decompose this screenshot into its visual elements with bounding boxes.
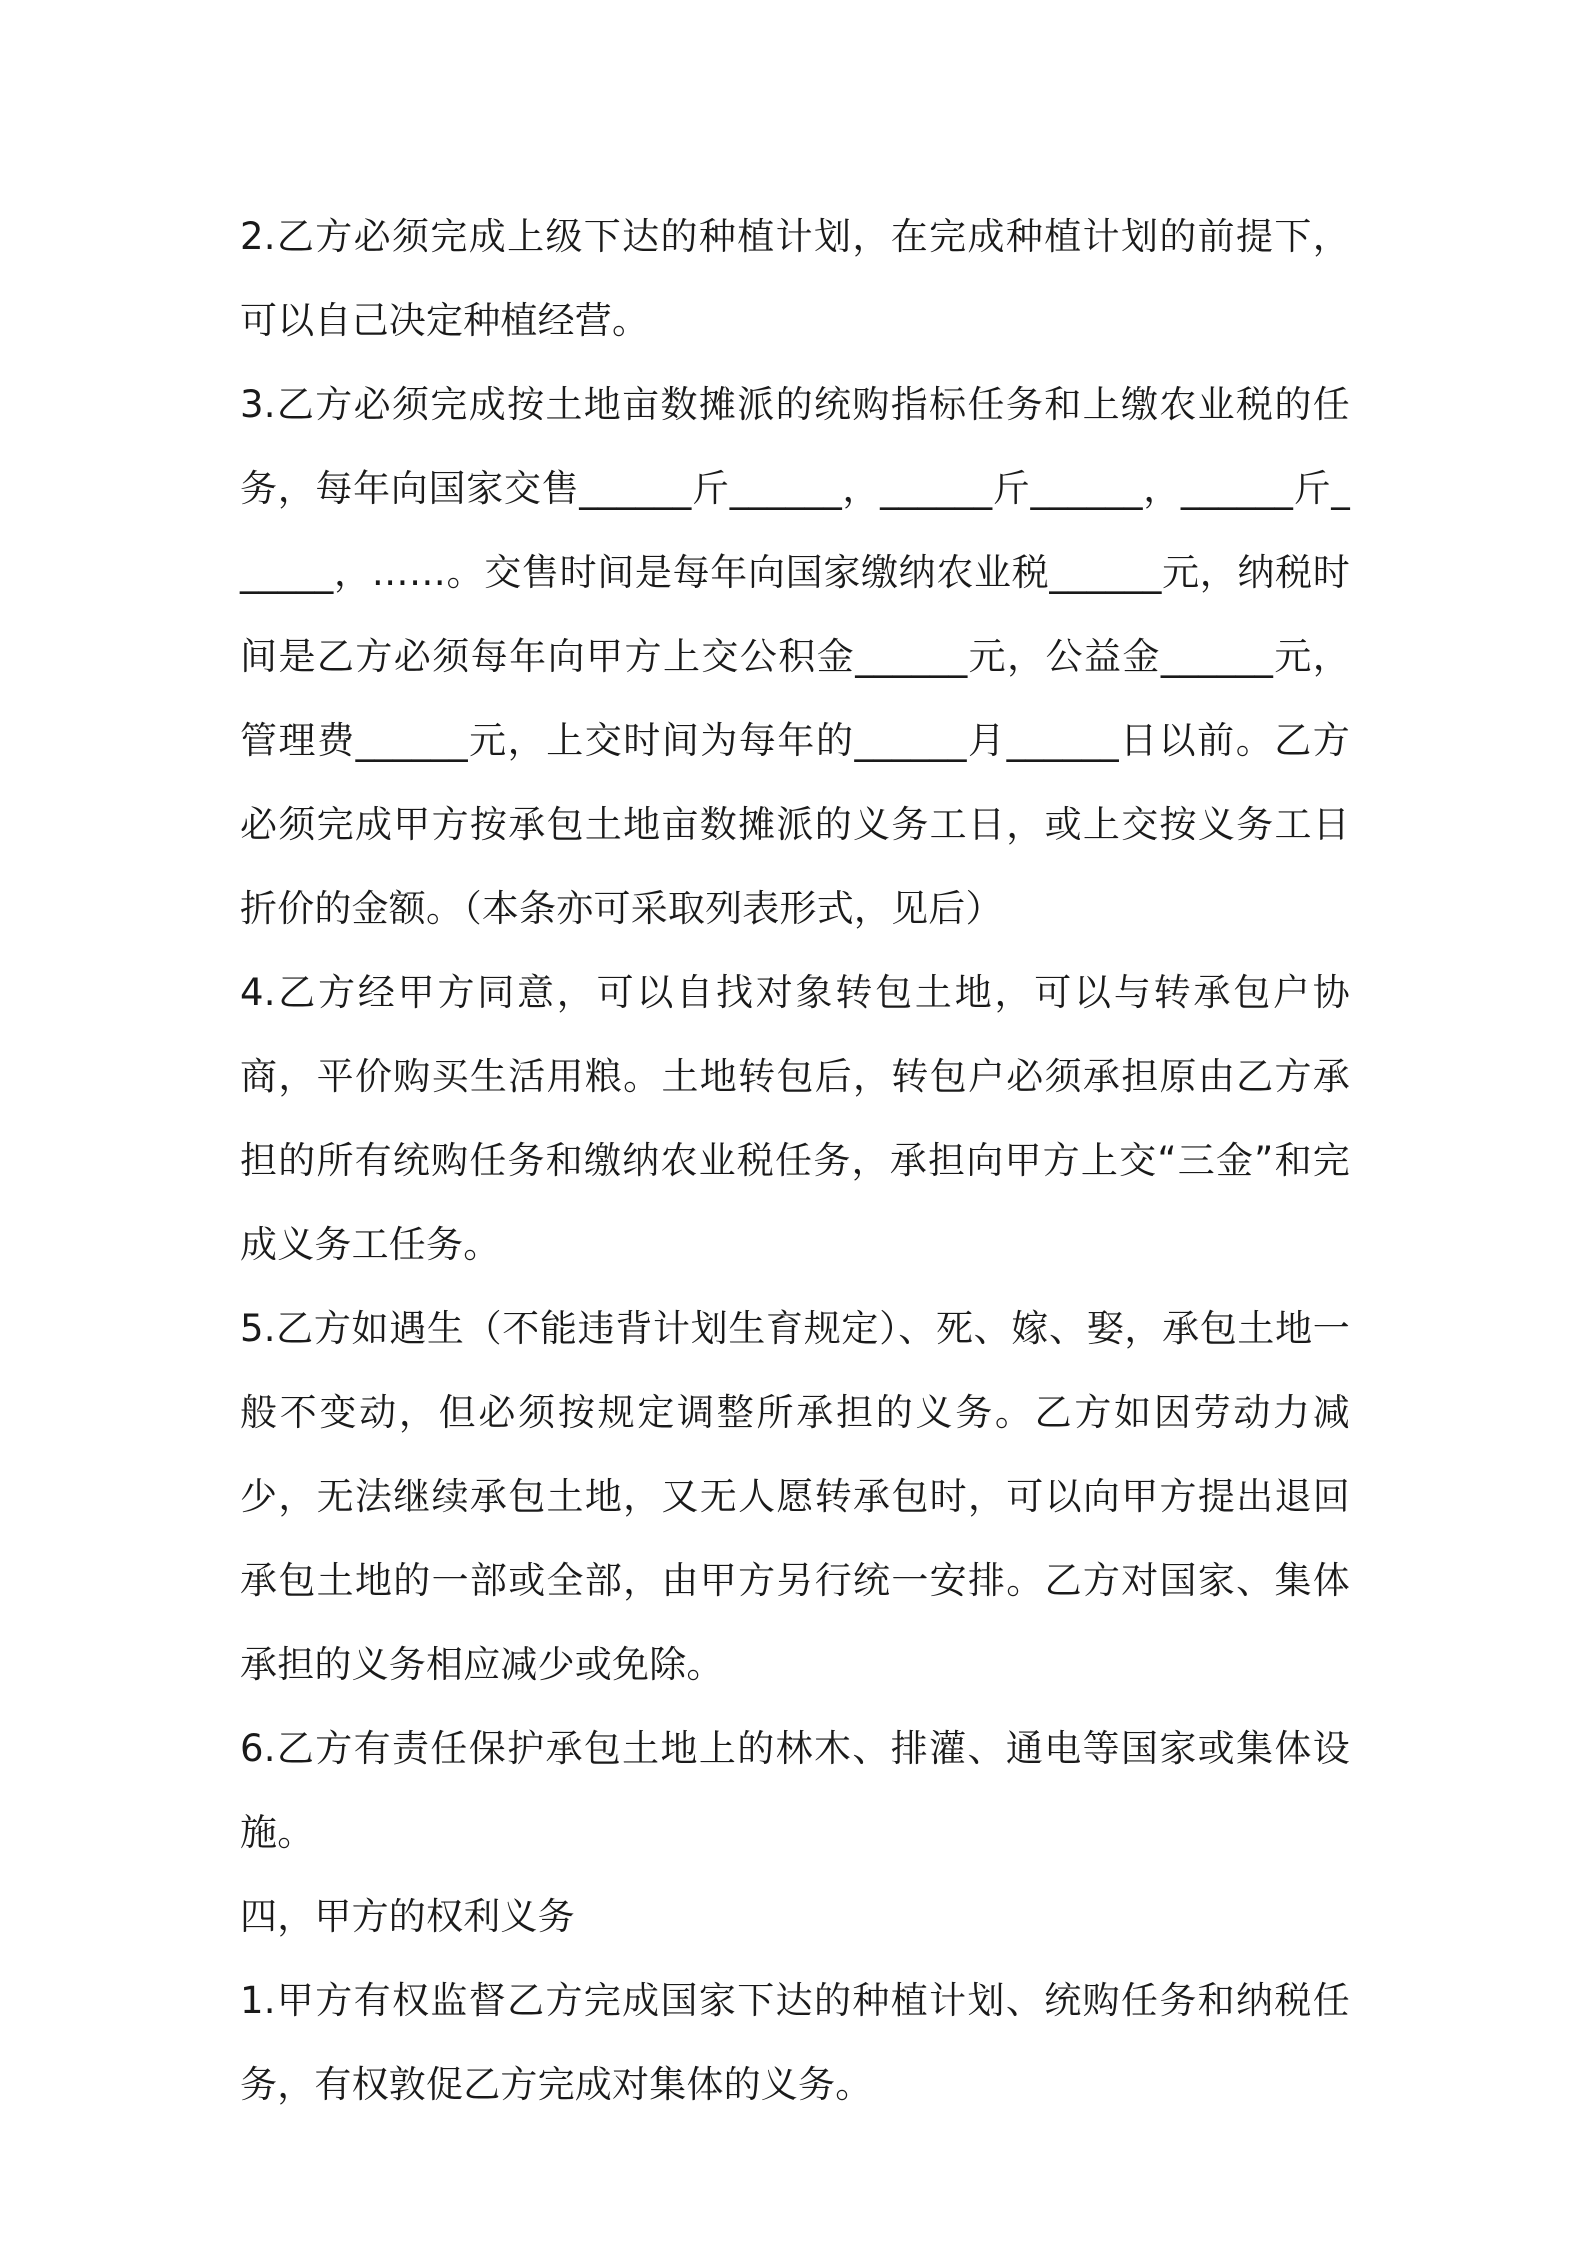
clause-5-household-changes: 5.乙方如遇生（不能违背计划生育规定）、死、嫁、娶，承包土地一般不变动，但必须按规定调整所承担的义务。乙方如因劳动力减少，无法继续承包土地，又无人愿转承包时，可以向甲方提出退回承包土地的一部或全部，由甲方另行统一安排。乙方对国家、集体承担的义务相应减少或免除。 [240, 1307, 1350, 1686]
clause-6-facility-protection: 6.乙方有责任保护承包土地上的林木、排灌、通电等国家或集体设施。 [240, 1727, 1350, 1854]
section-heading-party-a-rights: 四，甲方的权利义务 [240, 1895, 575, 1938]
clause-2-planting-plan: 2.乙方必须完成上级下达的种植计划，在完成种植计划的前提下，可以自己决定种植经营。 [240, 215, 1350, 342]
document-body [240, 195, 1350, 2127]
party-a-clause-1-supervision: 1.甲方有权监督乙方完成国家下达的种植计划、统购任务和纳税任务，有权敦促乙方完成对集体的义务。 [240, 1979, 1350, 2106]
clause-3-purchase-tax-obligations: 3.乙方必须完成按土地亩数摊派的统购指标任务和上缴农业税的任务，每年向国家交售______斤______，______斤______，______斤______，……。交售时间是每年向国家缴纳农业税______元，纳税时间是乙方必须每年向甲方上交公积金______元，公益金______元，管理费______元，上交时间为每年的______月______日以前。乙方必须完成甲方按承包土地亩数摊派的义务工日，或上交按义务工日折价的金额。（本条亦可采取列表形式，见后） [240, 383, 1350, 930]
clause-4-subcontracting: 4.乙方经甲方同意，可以自找对象转包土地，可以与转承包户协商，平价购买生活用粮。土地转包后，转包户必须承担原由乙方承担的所有统购任务和缴纳农业税任务，承担向甲方上交“三金”和完成义务工任务。 [240, 971, 1350, 1266]
